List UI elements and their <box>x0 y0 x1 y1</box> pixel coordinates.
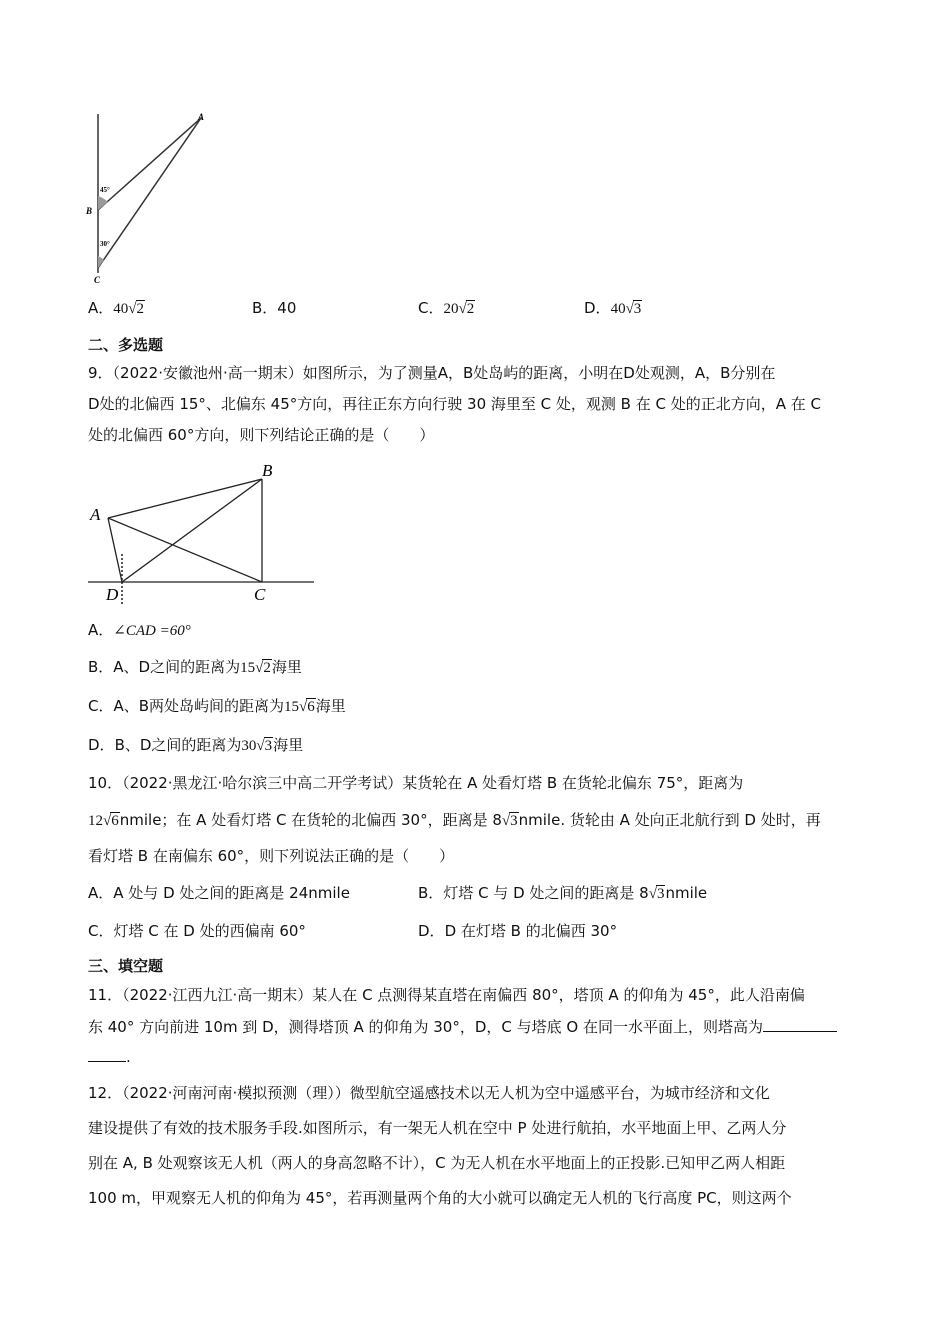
q10-line-1: 10．（2022·黑龙江·哈尔滨三中高二开学考试）某货轮在 A 处看灯塔 B 在货轮北偏东 75°，距离为 <box>88 774 744 792</box>
q8-option-c[interactable]: C．20√2 <box>418 299 475 317</box>
q9-option-c[interactable]: C．A、B两处岛屿间的距离为15√6海里 <box>88 697 346 715</box>
section-multiple-choice-heading: 二、多选题 <box>88 336 164 354</box>
q9-line-3: 处的北偏西 60°方向，则下列结论正确的是（ ） <box>88 426 435 444</box>
segment-ad <box>108 518 122 582</box>
figure-triangle-abc <box>84 108 214 288</box>
q10-option-a[interactable]: A．A 处与 D 处之间的距离是 24nmile <box>88 884 350 902</box>
label-b: B <box>86 206 93 216</box>
q11-answer-blank-continued[interactable] <box>88 1047 126 1062</box>
q11-line-3: . <box>88 1046 131 1068</box>
q8-option-d[interactable]: D．40√3 <box>584 299 642 317</box>
q10-option-c[interactable]: C．灯塔 C 在 D 处的西偏南 60° <box>88 922 306 940</box>
segment-ab <box>98 118 201 210</box>
q8-option-b[interactable]: B．40 <box>252 299 297 317</box>
angle-30-label: 30° <box>100 240 110 248</box>
label-c: C <box>254 585 266 604</box>
angle-45-label: 45° <box>100 186 110 194</box>
label-d: D <box>106 585 119 604</box>
q10-option-b[interactable]: B．灯塔 C 与 D 处之间的距离是 8√3nmile <box>418 884 708 902</box>
segment-ac <box>108 518 262 582</box>
q11-answer-blank[interactable] <box>763 1017 837 1032</box>
section-fill-blank-heading: 三、填空题 <box>88 957 164 975</box>
q12-line-3: 别在 A, B 处观察该无人机（两人的身高忽略不计），C 为无人机在水平地面上的正投影.已知甲乙两人相距 <box>88 1154 786 1172</box>
q12-line-1: 12．（2022·河南河南·模拟预测（理））微型航空遥感技术以无人机为空中遥感平台，为城市经济和文化 <box>88 1084 770 1102</box>
q9-option-b[interactable]: B．A、D之间的距离为15√2海里 <box>88 658 302 676</box>
q8-option-a[interactable]: A．40√2 <box>88 299 144 317</box>
label-a: A <box>90 505 101 524</box>
label-b: B <box>262 461 273 480</box>
label-c: C <box>94 275 101 285</box>
q9-line-1: 9．（2022·安徽池州·高一期末）如图所示，为了测量A，B处岛屿的距离，小明在D处观测，A，B分别在 <box>88 364 776 382</box>
q9-line-2: D处的北偏西 15°、北偏东 45°方向，再往正东方向行驶 30 海里至 C 处，观测 B 在 C 处的正北方向，A 在 C <box>88 395 822 413</box>
q12-line-2: 建设提供了有效的技术服务手段.如图所示，有一架无人机在空中 P 处进行航拍，水平地面上甲、乙两人分 <box>88 1119 787 1137</box>
q10-line-3: 看灯塔 B 在南偏东 60°，则下列说法正确的是（ ） <box>88 847 455 865</box>
segment-ac <box>98 118 201 268</box>
q12-line-4: 100 m，甲观察无人机的仰角为 45°，若再测量两个角的大小就可以确定无人机的飞行高度 PC，则这两个 <box>88 1189 792 1207</box>
label-a: A <box>198 112 205 122</box>
angle-30-mark <box>98 256 104 268</box>
angle-45-mark <box>98 196 108 210</box>
q10-line-2: 12√6nmile；在 A 处看灯塔 C 在货轮的北偏西 30°，距离是 8√3nmile. 货轮由 A 处向正北航行到 D 处时，再 <box>88 811 821 829</box>
segment-db <box>122 479 262 582</box>
q9-option-a[interactable]: A．∠CAD =60° <box>88 621 191 639</box>
figure-quadrilateral-abcd <box>84 458 324 608</box>
segment-ab <box>108 479 262 518</box>
q10-option-d[interactable]: D．D 在灯塔 B 的北偏西 30° <box>418 922 618 940</box>
q9-option-d[interactable]: D．B、D之间的距离为30√3海里 <box>88 736 304 754</box>
q11-line-2: 东 40° 方向前进 10m 到 D，测得塔顶 A 的仰角为 30°，D，C 与塔底 O 在同一水平面上，则塔高为 <box>88 1016 837 1038</box>
q11-line-1: 11．（2022·江西九江·高一期末）某人在 C 点测得某直塔在南偏西 80°，塔顶 A 的仰角为 45°，此人沿南偏 <box>88 986 805 1004</box>
